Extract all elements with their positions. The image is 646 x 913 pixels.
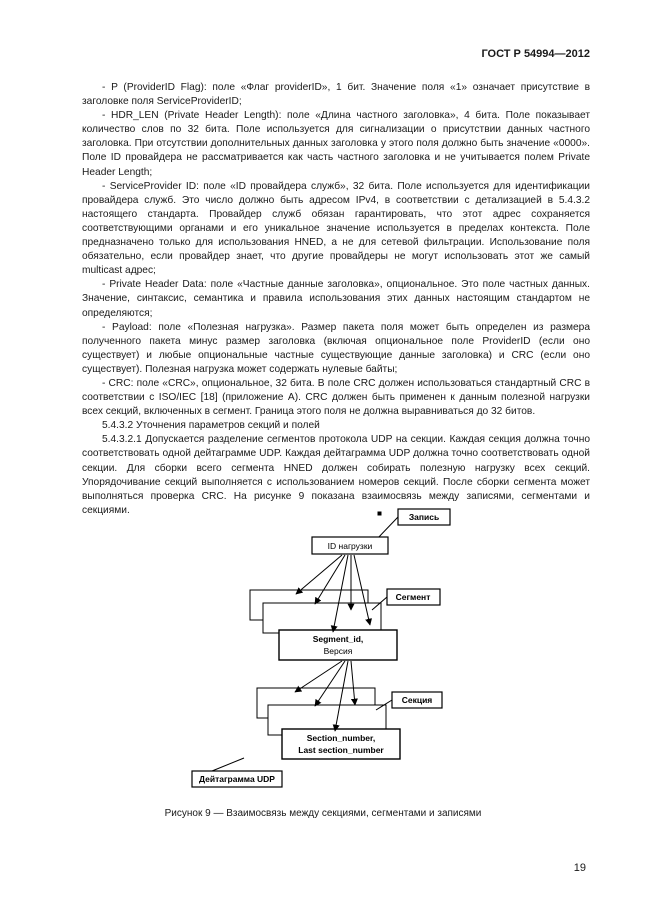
paragraph-service-provider-id: - ServiceProvider ID: поле «ID провайдера служб», 32 бита. Поле используется для идентификации провайдера служб. Это число должно быть адресом IPv4, в соответствии с детализацией в 5.4.3.2 настоящего стандарта. Провайдер служб обязан гарантировать, что этот адрес сохраняется соответствующими органами и его уникальное значение используется в пределах контекста. Поле предназначено только для использования HNED, а не для сетевой фильтрации. Использование поля обязательно, если провайдер знает, что другие провайдеры не могут использовать этот же самый multicast адрес; [82,180,590,277]
page-number: 19 [573,862,586,874]
udp-callout-pointer [212,758,244,771]
segment-id-line2: Версия [323,646,353,656]
paragraph-payload: - Payload: поле «Полезная нагрузка». Размер пакета поля может быть определен из размера полученного пакета минус размер заголовка (включая опциональное поле ProviderID (если оно существует) и любые опциональные частные существующие данные заголовка) и CRC (если оно существует). Полезная нагрузка может содержать нулевые байты; [82,321,590,375]
paragraph-crc: - CRC: поле «CRC», опциональное, 32 бита. В поле CRC должен использоваться стандартный CRC в соответствии с ISO/IEC [18] (приложение А). CRC должен быть применен к данным полезной нагрузки всех секций, включенных в сегмент. Граница этого поля не должна выравниваться до 32 битов. [82,377,590,418]
segment-label: Сегмент [395,592,431,602]
paragraph-p-flag: - P (ProviderID Flag): поле «Флаг providerID», 1 бит. Значение поля «1» означает присутствие в заголовке поля ServiceProviderID; [82,82,590,108]
document-header: ГОСТ Р 54994—2012 [481,48,590,60]
paragraph-5-4-3-2-1: 5.4.3.2.1 Допускается разделение сегментов протокола UDP на секции. Каждая секция должна точно соответствовать одной дейтаграмме UDP. Каждая дейтаграмма UDP должна точно соответствовать одной секции. Для сборки всего сегмента HNED должен собирать полезную нагрузку всех секций. Упорядочивание секций выполняется с использованием номеров секций. После сборки сегмента может выполняться проверка CRC. На рисунке 9 показана взаимосвязь между записями, сегментами и секциями. [82,434,590,516]
section-heading-5-4-3-2: 5.4.3.2 Уточнения параметров секций и полей [102,420,320,432]
udp-datagram-label: Дейтаграмма UDP [199,774,275,784]
section-label: Секция [401,695,433,705]
section-number-line1: Section_number, [306,733,376,743]
paragraph-hdr-len: - HDR_LEN (Private Header Length): поле «Длина частного заголовка», 4 бита. Поле показывает количество слов по 32 бита. Поле используется для сигнализации о присутствии данных частного заголовка. При отсутствии дополнительных данных заголовка у этого поля должно быть значение «0000». Поле ID провайдера не рассматривается как часть частного заголовка и не учитывается полем Private Header Length; [82,110,590,178]
segment-id-line1: Segment_id, [312,634,364,644]
segment-stack-middle [263,603,381,633]
figure-caption: Рисунок 9 — Взаимосвязь между секциями, сегментами и записями [164,808,482,819]
arrow-payload-to-segment-1 [296,555,342,594]
payload-id-label: ID нагрузки [327,541,373,551]
paragraph-private-header-data: - Private Header Data: поле «Частные данные заголовка», опциональное. Это поле частных данных. Значение, синтаксис, семантика и правила использования этих данных настоящим стандартом не определяются; [82,279,590,319]
section-number-line2: Last section_number [298,745,384,755]
record-label: Запись [408,512,440,522]
